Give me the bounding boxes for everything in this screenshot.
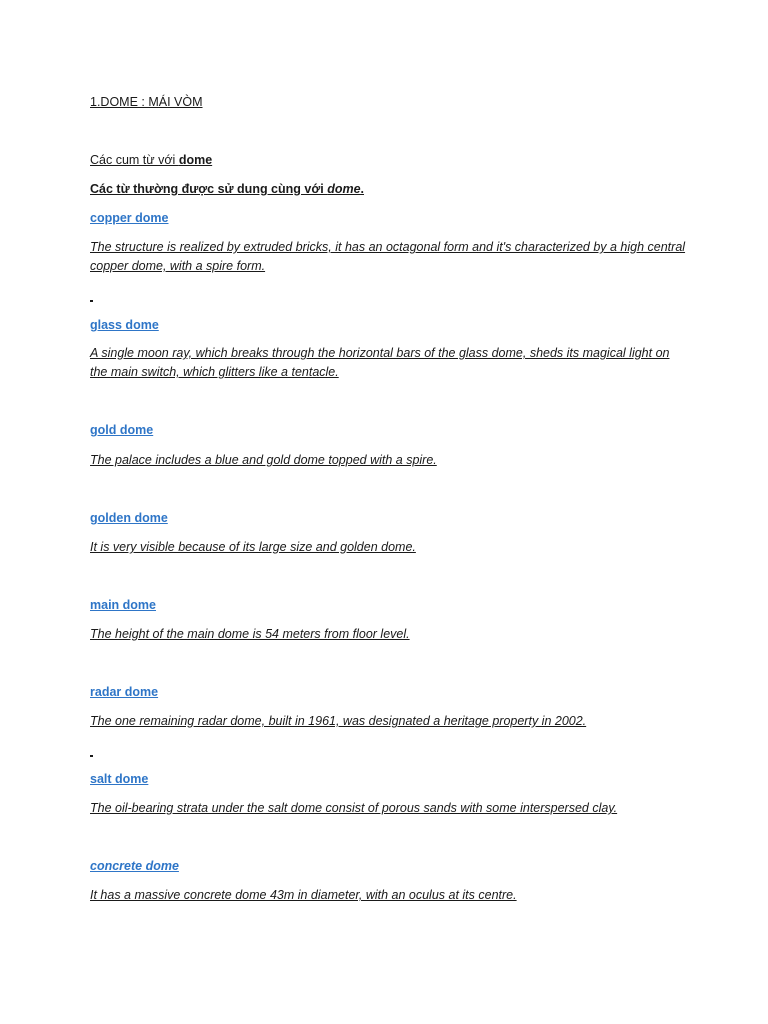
intro-prefix: Các cum từ với xyxy=(90,153,179,167)
empty-paragraph-marker xyxy=(90,300,93,302)
term-link-radar-dome[interactable]: radar dome xyxy=(90,685,159,699)
example-sentence-salt-dome: The oil-bearing strata under the salt dome consist of porous sands with some interspersed clay. xyxy=(90,801,618,815)
term-link-main-dome[interactable]: main dome xyxy=(90,598,156,612)
example-sentence-radar-dome: The one remaining radar dome, built in 1961, was designated a heritage property in 2002. xyxy=(90,714,587,728)
example-sentence-concrete-dome: It has a massive concrete dome 43m in diameter, with an oculus at its centre. xyxy=(90,888,517,902)
example-sentence-copper-dome: The structure is realized by extruded bricks, it has an octagonal form and it's characterized by a high central copper dome, with a spire form. xyxy=(90,240,686,273)
example-sentence-gold-dome: The palace includes a blue and gold dome topped with a spire. xyxy=(90,453,437,467)
intro2-italic: dome xyxy=(327,182,361,196)
example-sentence-main-dome: The height of the main dome is 54 meters from floor level. xyxy=(90,627,410,641)
empty-paragraph-marker xyxy=(90,755,93,757)
term-link-concrete-dome[interactable]: concrete dome xyxy=(90,859,179,873)
intro2-suffix: . xyxy=(360,182,365,196)
term-link-glass-dome[interactable]: glass dome xyxy=(90,318,159,332)
term-link-golden-dome[interactable]: golden dome xyxy=(90,511,168,525)
example-sentence-golden-dome: It is very visible because of its large size and golden dome. xyxy=(90,540,416,554)
intro-subheading xyxy=(90,180,364,199)
intro-bold-word: dome xyxy=(178,153,213,167)
example-sentence-glass-dome: A single moon ray, which breaks through the horizontal bars of the glass dome, sheds its magical light on the main switch, which glitters like a tentacle. xyxy=(90,346,670,379)
page-title: 1.DOME : MÁI VÒM xyxy=(90,95,203,109)
intro-line xyxy=(90,151,212,170)
intro2-prefix: Các từ thường được sử dung cùng với xyxy=(90,182,328,196)
term-link-copper-dome[interactable]: copper dome xyxy=(90,211,169,225)
term-link-salt-dome[interactable]: salt dome xyxy=(90,772,149,786)
term-link-gold-dome[interactable]: gold dome xyxy=(90,423,154,437)
